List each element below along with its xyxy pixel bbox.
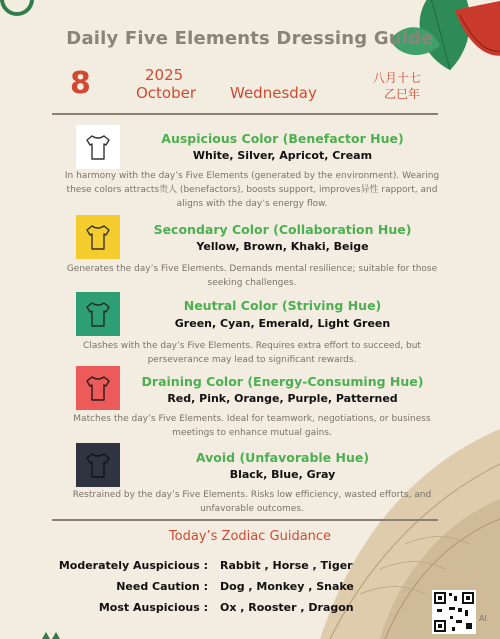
secondary-heading: Secondary Color (Collaboration Hue) [153, 222, 412, 237]
tshirt-icon [83, 132, 113, 162]
logo-icon [0, 0, 34, 16]
tshirt-icon [83, 450, 113, 480]
logo-icon [40, 630, 62, 639]
secondary-swatch [76, 215, 120, 259]
weekday-label: Wednesday [230, 84, 317, 102]
secondary-description: Generates the day’s Five Elements. Demands mental resilience; suitable for those seeking challenges. [66, 264, 438, 288]
neutral-colors: Green, Cyan, Emerald, Light Green [174, 317, 391, 330]
lunar-year: 乙巳年 [384, 87, 421, 101]
draining-description: Matches the day’s Five Elements. Ideal for teamwork, negotiations, or business meetings to enhance mutual gains. [73, 414, 431, 438]
qr-label: AI [479, 614, 487, 623]
tshirt-icon [83, 299, 113, 329]
zodiac-title: Today’s Zodiac Guidance [168, 529, 332, 544]
month-label: October [136, 84, 197, 102]
auspicious-description: In harmony with the day’s Five Elements (generated by the environment). Wearing these colors attracts贵人 (benefactors), boosts support, improves异性 rapport, and aligns with the day’s energy flow. [64, 171, 440, 209]
tshirt-icon [83, 373, 113, 403]
avoid-description: Restrained by the day’s Five Elements. Risks low efficiency, wasted efforts, and unfavorable outcomes. [72, 490, 432, 514]
draining-swatch [76, 366, 120, 410]
year-label: 2025 [145, 66, 184, 84]
secondary-colors: Yellow, Brown, Khaki, Beige [196, 240, 369, 253]
avoid-swatch [76, 443, 120, 487]
zodiac-value: Rabbit , Horse , Tiger [220, 559, 353, 572]
avoid-colors: Black, Blue, Gray [229, 468, 336, 481]
zodiac-value: Dog , Monkey , Snake [220, 580, 354, 593]
page-title: Daily Five Elements Dressing Guide [66, 28, 434, 49]
zodiac-label: Most Auspicious : [98, 601, 208, 614]
day-number: 8 [70, 66, 91, 101]
zodiac-label: Need Caution : [116, 580, 208, 593]
divider [52, 113, 438, 115]
draining-colors: Red, Pink, Orange, Purple, Patterned [167, 392, 398, 405]
zodiac-label: Moderately Auspicious : [58, 559, 208, 572]
auspicious-heading: Auspicious Color (Benefactor Hue) [161, 131, 404, 146]
draining-heading: Draining Color (Energy-Consuming Hue) [141, 374, 424, 389]
neutral-heading: Neutral Color (Striving Hue) [183, 298, 382, 313]
avoid-heading: Avoid (Unfavorable Hue) [195, 450, 370, 465]
neutral-swatch [76, 292, 120, 336]
lunar-date: 八月十七 [373, 71, 422, 85]
neutral-description: Clashes with the day’s Five Elements. Requires extra effort to succeed, but perseverance may lead to significant rewards. [83, 341, 421, 365]
auspicious-swatch [76, 125, 120, 169]
divider [52, 519, 438, 521]
auspicious-colors: White, Silver, Apricot, Cream [192, 149, 373, 162]
zodiac-value: Ox , Rooster , Dragon [220, 601, 354, 614]
qr-code-icon [432, 590, 476, 634]
tshirt-icon [83, 222, 113, 252]
